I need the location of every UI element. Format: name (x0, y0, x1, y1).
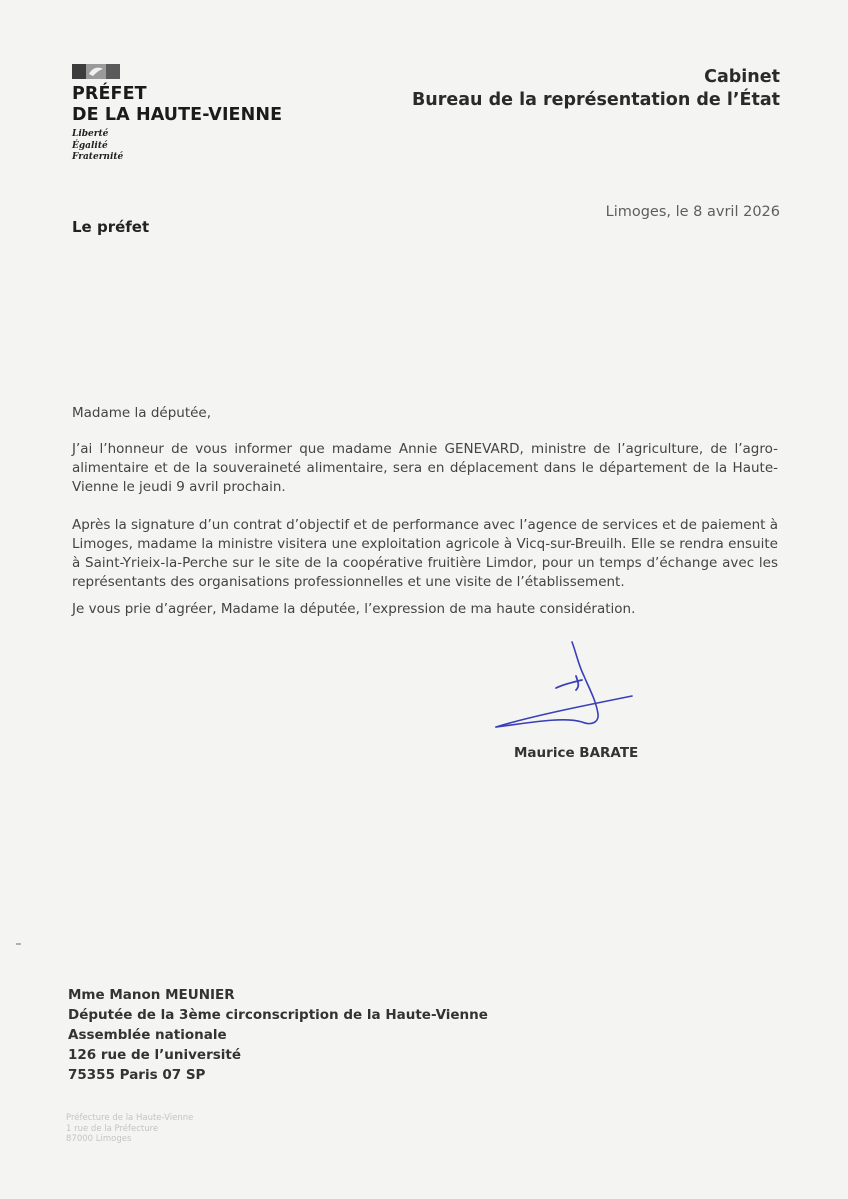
sender-title: Le préfet (72, 218, 150, 236)
prefecture-name-line1: PRÉFET (72, 84, 147, 104)
paragraph-program: Après la signature d’un contrat d’objectif et de performance avec l’agence de services et de paiement à Limoges, madame la ministre visitera une exploitation agricole à Vicq-sur-Breuilh. Elle se rendra ensuite à Saint-Yrieix-la-Perche sur le site de la coopérative fruitière Limdor, pour un temps d’échange avec les représentants des organisations professionnelles et une visite de l’établissement. (72, 517, 778, 590)
paragraph-closing: Je vous prie d’agréer, Madame la députée, l’expression de ma haute considération. (72, 601, 636, 617)
recipient-street: 126 rue de l’université (68, 1047, 242, 1063)
letter-date: Limoges, le 8 avril 2026 (605, 204, 780, 220)
motto-liberte: Liberté (72, 129, 109, 139)
handwritten-signature (492, 636, 637, 736)
prefecture-name (72, 84, 282, 126)
prefecture-footer-address (66, 1113, 193, 1145)
recipient-title: Députée de la 3ème circonscription de la Haute-Vienne (68, 1007, 488, 1023)
recipient-city: 75355 Paris 07 SP (68, 1067, 206, 1083)
issuing-service (412, 66, 780, 112)
recipient-address (68, 985, 488, 1085)
signer-name: Maurice BARATE (514, 745, 639, 761)
footer-line: 1 rue de la Préfecture (66, 1123, 159, 1134)
footer-line: Préfecture de la Haute-Vienne (66, 1113, 194, 1123)
marianne-logo-icon (72, 62, 122, 82)
recipient-name: Mme Manon MEUNIER (68, 987, 235, 1003)
republic-motto (72, 129, 123, 164)
prefecture-name-line2: DE LA HAUTE-VIENNE (72, 105, 283, 125)
service-bureau: Bureau de la représentation de l’État (411, 90, 780, 110)
salutation: Madame la députée, (72, 405, 212, 421)
motto-egalite: Égalité (72, 140, 108, 151)
motto-fraternite: Fraternité (72, 152, 124, 162)
fold-mark (16, 943, 21, 945)
recipient-institution: Assemblée nationale (68, 1027, 227, 1043)
footer-line: 87000 Limoges (66, 1134, 132, 1144)
paragraph-announcement: J’ai l’honneur de vous informer que madame Annie GENEVARD, ministre de l’agriculture, de l’agro-alimentaire et de la souveraineté alimentaire, sera en déplacement dans le département de la Haute-Vienne le jeudi 9 avril prochain. (72, 441, 778, 495)
service-cabinet: Cabinet (704, 67, 780, 87)
